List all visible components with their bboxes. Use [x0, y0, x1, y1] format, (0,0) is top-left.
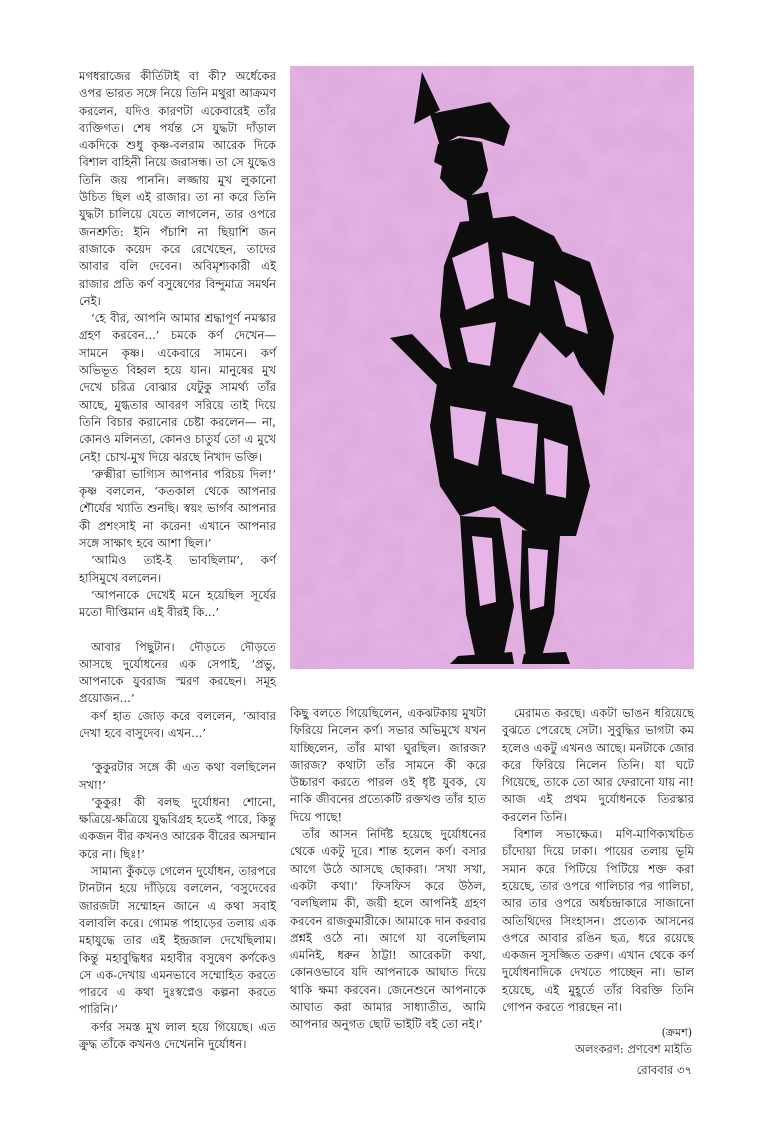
- paragraph: বিশাল সভাক্ষেত্র। মণি-মাণিক্যখচিত চাঁদোয়া দিয়ে ঢাকা। পায়ের তলায় ভূমি সমান করে পিটিয়ে পিটিয়ে শক্ত করা হয়েছে, তার ওপরে গালিচার পর গালিচা, আর তার ওপরে অর্ধচন্দ্রাকারে সাজানো অতিথিদের সিংহাসন। প্রত্যেক আসনের ওপরে আবার রঙিন ছত্র, ধরে রয়েছে একজন সুসজ্জিত তরুণ। এখান থেকে কর্ণ দুর্যোধনাদিকে দেখতে পাচ্ছেন না। ভাল হয়েছে, এই মুহূর্তে তাঁর বিরক্তি তিনি গোপন করতে পারছেন না।: [502, 827, 694, 1015]
- article-column-left: [79, 68, 276, 1070]
- paragraph: ‘রুক্মীরা ভাগ্যিস আপনার পরিচয় দিল!’ কৃষ্ণ বললেন, ‘কতকাল থেকে আপনার শৌর্যের খ্যাতি শুনছি। স্বয়ং ভার্গব আপনার কী প্রশংসাই না করেন! এখানে আপনার সঙ্গে সাক্ষাৎ হবে আশা ছিল।’: [79, 466, 276, 551]
- illustration-woodcut-figure: [290, 66, 694, 669]
- paragraph: আবার পিছুটান। দৌড়তে দৌড়তে আসছে দুর্যোধনের এক সেপাই, ‘প্রভু, আপনাকে যুবরাজ স্মরণ করছেন। সমূহ প্রয়োজন...’: [79, 639, 276, 706]
- paragraph: ‘হে বীর, আপনি আমার শ্রদ্ধাপূর্ণ নমস্কার গ্রহণ করবেন...’ চমকে কর্ণ দেখেন— সামনে কৃষ্ণ। একেবারে সামনে। কর্ণ অভিভূত বিহ্বল হয়ে যান। মানুষের মুখ দেখে চরিত্র বোঝার যেটুকু সামর্থ্য তাঁর আছে, মুগ্ধতার আবরণ সরিয়ে তাই দিয়ে তিনি বিচার করানোর চেষ্টা করলেন— না, কোনও মলিনতা, কোনও চাতুর্য তো এ মুখে নেই! চোখ-মুখ দিয়ে ঝরছে নিখাদ ভক্তি।: [79, 311, 276, 464]
- illustration-credit: অলংকরণ: প্রণবেশ মাইতি: [575, 1042, 692, 1056]
- article-column-middle: [290, 705, 486, 1065]
- paragraph: কর্ণ হাত জোড় করে বললেন, ‘আবার দেখা হবে বাসুদেব। এখন...’: [79, 708, 276, 740]
- paragraph: মগধরাজের কীর্তিটাই বা কী? অর্ধেকের ওপর ভারত সঙ্গে নিয়ে তিনি মথুরা আক্রমণ করলেন, যদিও কারণটা একেবারেই তাঁর ব্যক্তিগত। শেষ পর্যন্ত সে যুদ্ধটা দাঁড়াল একদিকে শুধু কৃষ্ণ-বলরাম আরেক দিকে বিশাল বাহিনী নিয়ে জরাসন্ধ। তা সে যুদ্ধেও তিনি জয় পাননি। লজ্জায় মুখ লুকানো উচিত ছিল এই রাজার। তা না করে তিনি যুদ্ধটা চালিয়ে যেতে লাগলেন, তার ওপরে জনশ্রুতি: ইনি পঁচাশি না ছিয়াশি জন রাজাকে কয়েদ করে রেখেছেন, তাদের আবার বলি দেবেন। অবিমৃশ্যকারী এই রাজার প্রতি কর্ণ বসুষেণের বিন্দুমাত্র সমর্থন নেই।: [79, 69, 276, 308]
- paragraph: সামান্য কুঁকড়ে গেলেন দুর্যোধন, তারপরে টানটান হয়ে দাঁড়িয়ে বললেন, ‘বসুদেবের জারজটা সম্মোহন জানে এ কথা সবাই বলাবলি করে। গোমন্ত পাহাড়ের তলায় এক মহাযুদ্ধে তার এই ইন্দ্রজাল দেখেছিলাম। কিন্তু মহাবুদ্ধিধর মহাবীর বসুষেণ কর্ণকেও সে এক-দেখায় এমনভাবে সম্মোহিত করতে পারবে এ কথা দুঃস্বপ্নেও কল্পনা করতে পারিনি।’: [79, 864, 276, 1017]
- paragraph: ‘আমিও তাই-ই ভাবছিলাম’, কর্ণ হাসিমুখে বললেন।: [79, 553, 276, 585]
- continued-marker: (ক্রমশ): [661, 1026, 692, 1039]
- paragraph: মেরামত করছে। একটা ভাঙন ধরিয়েছে বুঝতে পেরেছে সেটা। সুবুদ্ধির ভাগটা কম হলেও একটু এখনও আছে। মনটাকে জোর করে ফিরিয়ে নিলেন তিনি। যা ঘটে গিয়েছে, তাকে তো আর ফেরানো যায় না! আজ এই প্রথম দুর্যোধনকে তিরস্কার করলেন তিনি।: [502, 706, 694, 824]
- article-column-right: [502, 705, 694, 1015]
- paragraph: কর্ণর সমস্ত মুখ লাল হয়ে গিয়েছে। এত ক্রুদ্ধ তাঁকে কখনও দেখেননি দুর্যোধন।: [79, 1019, 276, 1052]
- paragraph: কিছু বলতে গিয়েছিলেন, একঝটকায় মুখটা ফিরিয়ে নিলেন কর্ণ। সভার অভিমুখে যখন যাচ্ছিলেন, তাঁর মাথা ঘুরছিল। জারজ? জারজ? কথাটা তাঁর সামনে কী করে উচ্চারণ করতে পারল ওই ধৃষ্ট যুবক, যে নাকি জীবনের প্রত্যেকটি রক্তখণ্ড তাঁর হাত দিয়ে পাছে!: [290, 706, 486, 824]
- page-folio: রোববার ৩৭: [636, 1063, 692, 1077]
- paragraph: ‘আপনাকে দেখেই মনে হয়েছিল সূর্যের মতো দীপ্তিমান এই বীরই কি...’: [79, 587, 276, 620]
- paragraph: তাঁর আসন নির্দিষ্ট হয়েছে দুর্যোধনের থেকে একটু দূরে। শান্ত হলেন কর্ণ। বসার আগে উঠে আসছে ছোকরা। ‘সখা সখা, একটা কথা।’ ফিসফিস করে উঠল, ‘বলছিলাম কী, জয়ী হলে আপনিই গ্রহণ করবেন রাজকুমারীকে। আমাকে দান করবার প্রশ্নই ওঠে না। আগে যা বলেছিলাম এমনিই, ধরুন ঠাট্টা! আরেকটা কথা, কোনওভাবে যদি আপনাকে আঘাত দিয়ে থাকি ক্ষমা করবেন। জেনেশুনে আপনাকে আঘাত করা আমার সাধ্যাতীত, আমি আপনার অনুগত ছোট ভাইটি বই তো নই।’: [290, 827, 486, 1032]
- paragraph: ‘কুকুরটার সঙ্গে কী এত কথা বলছিলেন সখা!’: [79, 760, 276, 792]
- paragraph: ‘কুকুর! কী বলছ দুর্যোধন! শোনো, ক্ষত্রিয়ে-ক্ষত্রিয়ে যুদ্ধবিগ্রহ হতেই পারে, কিন্তু একজন বীর কখনও আরেক বীরের অসম্মান করে না। ছিঃ!’: [79, 794, 276, 861]
